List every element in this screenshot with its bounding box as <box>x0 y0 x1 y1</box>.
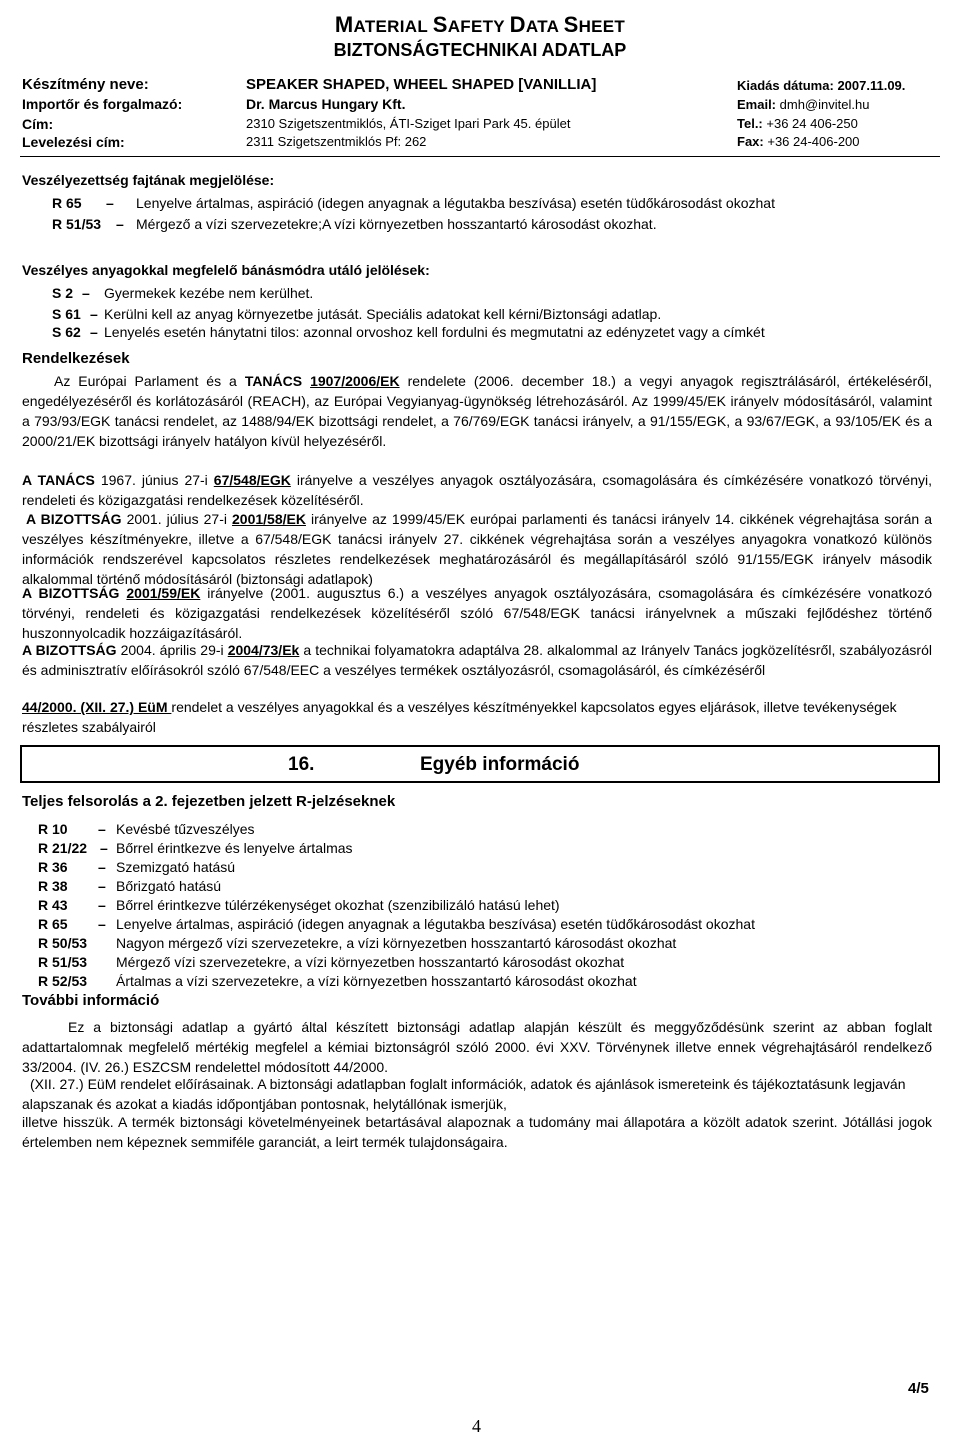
tel-value: +36 24 406-250 <box>766 116 858 131</box>
title-rest-2: AFETY <box>447 17 510 36</box>
r-code: R 36 <box>38 859 68 875</box>
title-rest-4: HEET <box>578 17 626 36</box>
safety-text: Gyermekek kezébe nem kerülhet. <box>104 285 314 301</box>
regulation-reference: 1907/2006/EK <box>310 373 400 389</box>
r-code: R 50/53 <box>38 935 88 951</box>
dash-icon: – <box>98 897 106 913</box>
title-cap-s2: S <box>563 12 579 37</box>
regulation-reference: 2004/73/Ek <box>227 642 300 658</box>
dash-icon: – <box>90 306 98 322</box>
regulation-paragraph: Az Európai Parlament és a TANÁCS 1907/2006/EK rendelete (2006. december 18.) a vegyi anyagok regisztrálásáról, értékeléséről, engedélyezéséről és korlátozásáról (REACH), az Európai Vegyianyag-ügynökség létrehozásáról. Az 1999/45/EK irányelv módosításáról, valamint a 793/93/EGK tanácsi rendelet, az 1488/94/EK bizottsági rendelet, a 76/769/EGK tanácsi irányelv, a 91/155/EGK, a 93/67/EGK, a 93/105/EK és a 2000/21/EK bizottsági irányelv hatályon kívül helyezéséről. <box>22 373 933 449</box>
safety-code: S 62 <box>52 324 81 340</box>
mail-address-label: Levelezési cím: <box>22 134 125 150</box>
r-text: Bőrrel érintkezve és lenyelve ártalmas <box>116 840 353 856</box>
hazard-code: R 65 <box>52 195 82 211</box>
fax-value: +36 24-406-200 <box>767 134 860 149</box>
r-code: R 65 <box>38 916 68 932</box>
header-divider <box>20 156 940 157</box>
further-info-paragraph: Ez a biztonsági adatlap a gyártó által készített biztonsági adatlap alapján készült és meggyőződésünk szerint az abban foglalt adattartalomnak megfelelő mértékig megfelel a kémiai biztonságról szóló 2000. évi XXV. Törvénynek illetve ennek végrehajtásáról rendelkező 33/2004. (IV. 26.) ESZCSM rendelettel módosított 44/2000. <box>22 1019 932 1075</box>
address-value: 2310 Szigetszentmiklós, ÁTI-Sziget Ipari Park 45. épület <box>246 116 571 131</box>
regulation-reference: 2001/58/EK <box>232 511 306 527</box>
r-text: Kevésbé tűzveszélyes <box>116 821 255 837</box>
dash-icon: – <box>82 285 90 301</box>
r-code: R 52/53 <box>38 973 88 989</box>
issue-date <box>737 78 905 93</box>
document-subtitle: BIZTONSÁGTECHNIKAI ADATLAP <box>333 40 627 60</box>
regulation-paragraph: A TANÁCS 1967. június 27-i 67/548/EGK irányelve a veszélyes anyagok osztályozására, csomagolására és címkézésére vonatkozó törvényi, rendeleti és közigazgatási rendelkezések közelítéséről. <box>22 472 932 508</box>
r-code: R 38 <box>38 878 68 894</box>
regulation-reference: 44/2000. (XII. 27.) EüM <box>22 699 172 715</box>
title-rest-1: ATERIAL <box>353 17 433 36</box>
regulation-reference: 2001/59/EK <box>126 585 201 601</box>
title-cap-s: S <box>432 12 448 37</box>
section-16-box <box>20 745 940 783</box>
hazard-heading: Veszélyezettség fajtának megjelölése: <box>22 172 275 188</box>
further-info-paragraph: (XII. 27.) EüM rendelet előírásainak. A biztonsági adatlapban foglalt információk, adatok és ajánlások ismereteink és tájékoztatásunk legjaván alapszanak és azokat a kiadás időpontjában pontosnak, helytállónak ismerjük, <box>22 1076 906 1112</box>
safety-code: S 61 <box>52 306 81 322</box>
dash-icon: – <box>100 840 108 856</box>
fax <box>737 134 860 149</box>
issue-label: Kiadás dátuma: <box>737 78 834 93</box>
title-cap-d: D <box>509 12 526 37</box>
page-fraction: 4/5 <box>908 1380 929 1397</box>
dash-icon: – <box>98 821 106 837</box>
section-number: 16. <box>288 754 315 775</box>
regulation-paragraph: A BIZOTTSÁG 2001. július 27-i 2001/58/EK irányelve az 1999/45/EK európai parlamenti és tanácsi irányelv 14. cikkének végrehajtása során a veszélyes készítményekre, illetve a 67/548/EGK tanácsi irányelv 27. cikkének végrehajtása során a veszélyes anyagokra vonatkozó különös információk rendszerével kapcsolatos részletes rendelkezések meghatározásáról és megállapításáról szóló 91/155/EGK irányelv második alkalommal történő módosításáról (biztonsági adatlapok) <box>22 511 932 587</box>
hazard-text: Lenyelve ártalmas, aspiráció (idegen anyagnak a légutakba beszívása) esetén tüdőkárosodást okozhat <box>136 195 775 211</box>
dash-icon: – <box>98 859 106 875</box>
further-info-paragraph: illetve hisszük. A termék biztonsági követelményeinek betartásával alapoznak a tudomány mai állapotára a közölt adatok szerint. Jótállási jogok értelemben nem képeznek semmiféle garanciát, a leirt termék tulajdonságaira. <box>22 1114 932 1150</box>
safety-heading: Veszélyes anyagokkal megfelelő bánásmódra utáló jelölések: <box>22 262 430 278</box>
safety-text: Lenyelés esetén hánytatni tilos: azonnal orvoshoz kell fordulni és megmutatni az edényzetet vagy a címkét <box>104 324 765 340</box>
product-label: Készítmény neve: <box>22 76 149 93</box>
r-text: Bőrrel érintkezve túlérzékenységet okozhat (szenzibilizáló hatású lehet) <box>116 897 560 913</box>
r-code: R 21/22 <box>38 840 88 856</box>
dash-icon: – <box>106 195 114 211</box>
further-info-heading: További információ <box>22 992 160 1009</box>
email-value[interactable]: dmh@invitel.hu <box>779 97 870 112</box>
dash-icon: – <box>90 324 98 340</box>
product-value: SPEAKER SHAPED, WHEEL SHAPED [VANILLIA] <box>246 76 597 93</box>
email-label: Email: <box>737 97 777 112</box>
document-title <box>0 12 960 38</box>
page-number: 4 <box>472 1416 481 1436</box>
r-code: R 10 <box>38 821 68 837</box>
importer-label: Importőr és forgalmazó: <box>22 96 183 112</box>
dash-icon: – <box>98 916 106 932</box>
title-rest-3: ATA <box>525 17 564 36</box>
regulations-heading: Rendelkezések <box>22 350 130 367</box>
r-code: R 51/53 <box>38 954 88 970</box>
telephone <box>737 116 858 131</box>
regulation-paragraph: A BIZOTTSÁG 2001/59/EK irányelve (2001. augusztus 6.) a veszélyes anyagok osztályozására, csomagolására és címkézésére vonatkozó törvényi, rendeleti és közigazgatási rendelkezések közelítéséről szóló 67/548/EGK tanácsi irányelvnek a műszaki fejlődéshez történő huszonnyolcadik hozzáigazításáról. <box>22 585 932 641</box>
tel-label: Tel.: <box>737 116 763 131</box>
hazard-code: R 51/53 <box>52 216 102 232</box>
importer-value: Dr. Marcus Hungary Kft. <box>246 96 406 112</box>
dash-icon: – <box>116 216 124 232</box>
r-list-heading: Teljes felsorolás a 2. fejezetben jelzett R-jelzéseknek <box>22 793 396 810</box>
title-cap-m: M <box>334 12 354 37</box>
mail-address-value: 2311 Szigetszentmiklós Pf: 262 <box>246 134 427 149</box>
safety-code: S 2 <box>52 285 74 301</box>
address-label: Cím: <box>22 116 54 132</box>
fax-label: Fax: <box>737 134 764 149</box>
email <box>737 97 869 112</box>
regulation-paragraph: 44/2000. (XII. 27.) EüM rendelet a veszélyes anyagokkal és a veszélyes készítményekkel kapcsolatos egyes eljárások, illetve tevékenységek részletes szabályairól <box>22 699 897 735</box>
r-text: Nagyon mérgező vízi szervezetekre, a vízi környezetben hosszantartó károsodást okozhat <box>116 935 677 951</box>
r-text: Mérgező vízi szervezetekre, a vízi környezetben hosszantartó károsodást okozhat <box>116 954 625 970</box>
r-text: Szemizgató hatású <box>116 859 236 875</box>
r-text: Lenyelve ártalmas, aspiráció (idegen anyagnak a légutakba beszívása) esetén tüdőkárosodást okozhat <box>116 916 755 932</box>
r-text: Ártalmas a vízi szervezetekre, a vízi környezetben hosszantartó károsodást okozhat <box>116 973 637 989</box>
issue-value: 2007.11.09. <box>837 78 906 93</box>
hazard-text: Mérgező a vízi szervezetekre;A vízi környezetben hosszantartó károsodást okozhat. <box>136 216 657 232</box>
regulation-paragraph: A BIZOTTSÁG 2004. április 29-i 2004/73/Ek a technikai folyamatokra adaptálva 28. alkalommal az Irányelv Tanács jogközelítésről, szabályozásról és adminisztratív előírásokról szóló 67/548/EEC a veszélyes termékek osztályozásról, csomagolásáról, és címkézéséről <box>22 642 932 678</box>
section-title: Egyéb információ <box>420 754 580 775</box>
dash-icon: – <box>98 878 106 894</box>
r-code: R 43 <box>38 897 68 913</box>
r-text: Bőrizgató hatású <box>116 878 222 894</box>
regulation-reference: 67/548/EGK <box>213 472 291 488</box>
safety-text: Kerülni kell az anyag környezetbe jutását. Speciális adatokat kell kérni/Biztonsági adatlap. <box>104 306 662 322</box>
